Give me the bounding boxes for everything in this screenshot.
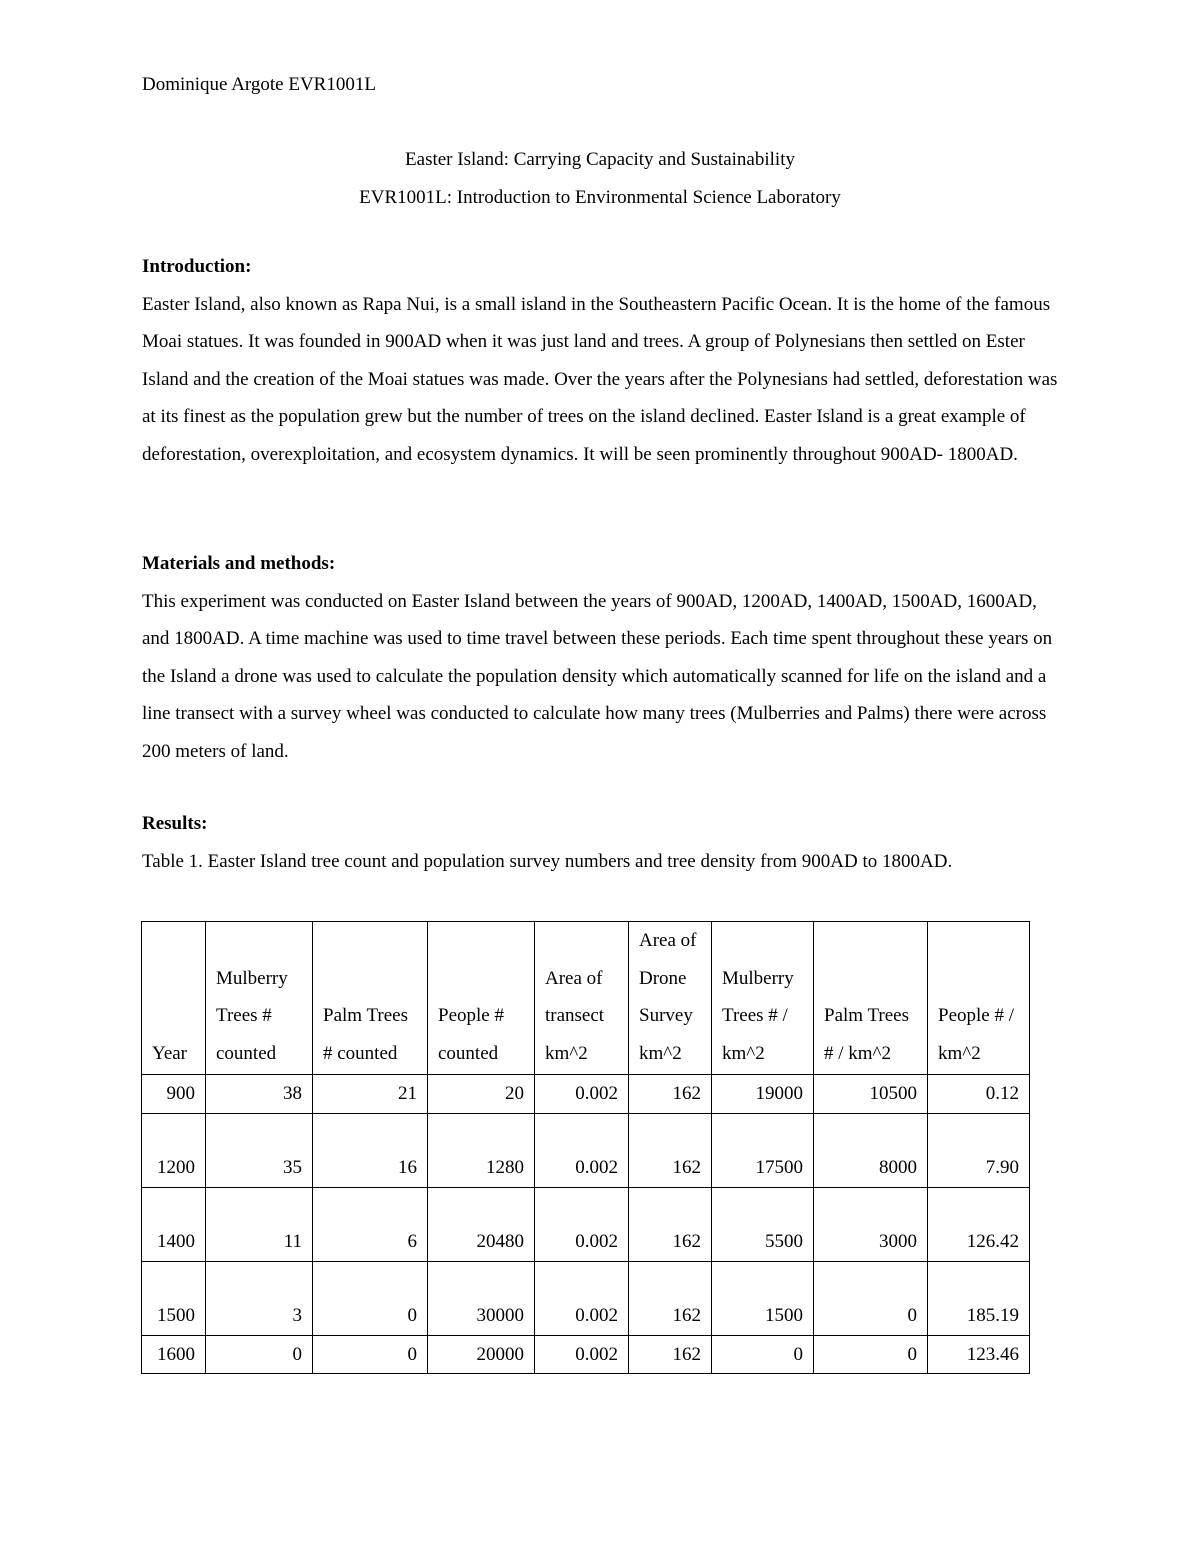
table-cell: 6 — [313, 1187, 428, 1261]
introduction-body: Easter Island, also known as Rapa Nui, is a small island in the Southeastern Pacific Ocean. It is the home of the famous Moai statues. It was founded in 900AD when it was just land and trees. A group of Polynesians then settled on Ester Island and the creation of the Moai statues was made. Over the years after the Polynesians had settled, deforestation was at its finest as the population grew but the number of trees on the island declined. Easter Island is a great example of deforestation, overexploitation, and ecosystem dynamics. It will be seen prominently throughout 900AD- 1800AD. — [142, 293, 1058, 465]
results-heading: Results: — [142, 813, 208, 834]
methods-section — [142, 545, 1058, 770]
table-cell: 38 — [206, 1075, 313, 1114]
table-cell: 3 — [206, 1261, 313, 1335]
table-row — [142, 1187, 1030, 1261]
column-header: People # / km^2 — [928, 922, 1030, 1075]
table-cell: 123.46 — [928, 1335, 1030, 1374]
table-cell: 0.12 — [928, 1075, 1030, 1114]
table-cell: 3000 — [814, 1187, 928, 1261]
table-cell: 30000 — [428, 1261, 535, 1335]
introduction-section — [142, 248, 1058, 473]
table-cell: 0 — [313, 1261, 428, 1335]
table-caption: Table 1. Easter Island tree count and population survey numbers and tree density from 900AD to 1800AD. — [142, 850, 953, 872]
author-line: Dominique Argote EVR1001L — [142, 74, 376, 95]
table-cell: 126.42 — [928, 1187, 1030, 1261]
table-cell: 0 — [814, 1261, 928, 1335]
document-title: Easter Island: Carrying Capacity and Sustainability — [405, 149, 795, 170]
table-cell: 0 — [814, 1335, 928, 1374]
table-cell: 162 — [629, 1261, 712, 1335]
table-cell: 7.90 — [928, 1113, 1030, 1187]
table-cell: 900 — [142, 1075, 206, 1114]
table-cell: 20480 — [428, 1187, 535, 1261]
column-header: Palm Trees # counted — [313, 922, 428, 1075]
document-title-block — [0, 141, 1200, 217]
table-row — [142, 1113, 1030, 1187]
table-cell: 162 — [629, 1335, 712, 1374]
column-header: Palm Trees # / km^2 — [814, 922, 928, 1075]
table-cell: 10500 — [814, 1075, 928, 1114]
column-header: Mulberry Trees # / km^2 — [712, 922, 814, 1075]
table-cell: 1600 — [142, 1335, 206, 1374]
table-cell: 162 — [629, 1187, 712, 1261]
table-cell: 0.002 — [535, 1113, 629, 1187]
table-cell: 16 — [313, 1113, 428, 1187]
table-cell: 8000 — [814, 1113, 928, 1187]
table-cell: 35 — [206, 1113, 313, 1187]
table-cell: 0 — [206, 1335, 313, 1374]
table-cell: 21 — [313, 1075, 428, 1114]
results-section — [142, 805, 1058, 880]
table-cell: 1400 — [142, 1187, 206, 1261]
table-cell: 1500 — [142, 1261, 206, 1335]
document-subtitle: EVR1001L: Introduction to Environmental Science Laboratory — [359, 187, 841, 208]
table-cell: 0.002 — [535, 1187, 629, 1261]
table-row — [142, 1335, 1030, 1374]
table-row — [142, 1261, 1030, 1335]
table-cell: 1280 — [428, 1113, 535, 1187]
introduction-heading: Introduction: — [142, 256, 252, 277]
column-header: Mulberry Trees # counted — [206, 922, 313, 1075]
table-cell: 5500 — [712, 1187, 814, 1261]
table-cell: 162 — [629, 1075, 712, 1114]
table-cell: 1500 — [712, 1261, 814, 1335]
table-cell: 0.002 — [535, 1075, 629, 1114]
table-cell: 11 — [206, 1187, 313, 1261]
table-cell: 0 — [313, 1335, 428, 1374]
survey-table — [141, 921, 1030, 1374]
column-header: People # counted — [428, 922, 535, 1075]
table-cell: 19000 — [712, 1075, 814, 1114]
table-cell: 20000 — [428, 1335, 535, 1374]
column-header: Year — [142, 922, 206, 1075]
table-cell: 0.002 — [535, 1261, 629, 1335]
table-cell: 0 — [712, 1335, 814, 1374]
column-header: Area of transect km^2 — [535, 922, 629, 1075]
table-cell: 0.002 — [535, 1335, 629, 1374]
methods-body: This experiment was conducted on Easter Island between the years of 900AD, 1200AD, 1400AD, 1500AD, 1600AD, and 1800AD. A time machine was used to time travel between these periods. Each time spent throughout these years on the Island a drone was used to calculate the population density which automatically scanned for life on the island and a line transect with a survey wheel was conducted to calculate how many trees (Mulberries and Palms) there were across 200 meters of land. — [142, 590, 1053, 762]
table-header-row — [142, 922, 1030, 1075]
column-header: Area of Drone Survey km^2 — [629, 922, 712, 1075]
table-cell: 17500 — [712, 1113, 814, 1187]
methods-heading: Materials and methods: — [142, 553, 336, 574]
table-cell: 185.19 — [928, 1261, 1030, 1335]
table-cell: 20 — [428, 1075, 535, 1114]
table-cell: 1200 — [142, 1113, 206, 1187]
table-cell: 162 — [629, 1113, 712, 1187]
table-row — [142, 1075, 1030, 1114]
